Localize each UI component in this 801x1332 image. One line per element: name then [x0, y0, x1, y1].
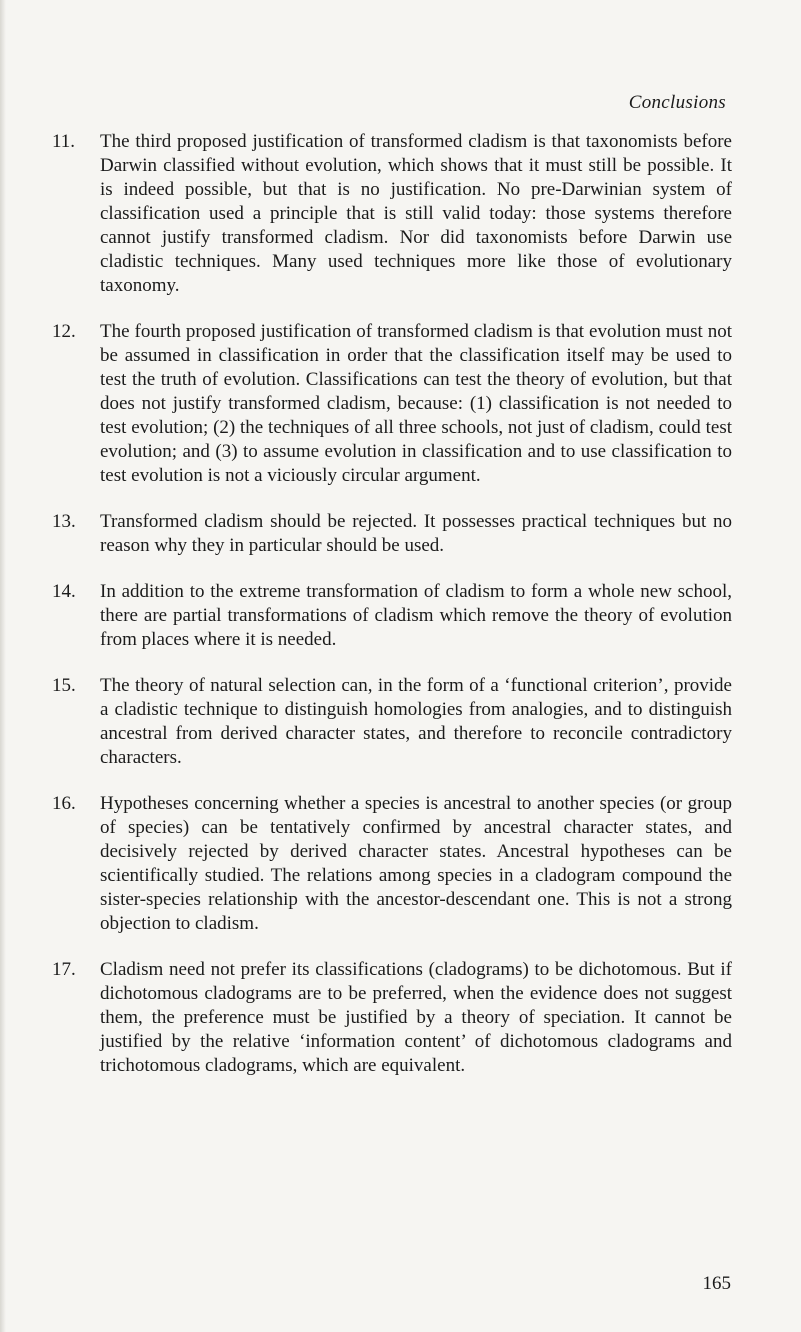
item-text: Transformed cladism should be rejected. It possesses practical techniques but no reason why they in particular should be used. — [100, 511, 732, 556]
item-number: 14. — [52, 581, 76, 602]
item-text: Cladism need not prefer its classifications (cladograms) to be dichotomous. But if dichotomous cladograms are to be preferred, when the evidence does not suggest them, the preference must be justified by a theory of speciation. It cannot be justified by the relative ‘information content’ of dichotomous cladograms and trichotomous cladograms, which are equivalent. — [100, 959, 732, 1076]
item-number: 12. — [52, 321, 76, 342]
list-item — [52, 580, 732, 652]
item-number: 17. — [52, 959, 76, 980]
item-text: The theory of natural selection can, in the form of a ‘functional criterion’, provide a cladistic technique to distinguish homologies from analogies, and to distinguish ancestral from derived character states, and therefore to reconcile contradictory characters. — [100, 675, 732, 768]
item-text: The third proposed justification of transformed cladism is that taxonomists before Darwin classified without evolution, which shows that it must still be possible. It is indeed possible, but that is no justification. No pre-Darwinian system of classification used a principle that is still valid today: those systems therefore cannot justify transformed cladism. Nor did taxonomists before Darwin use cladistic techniques. Many used techniques more like those of evolutionary taxonomy. — [100, 131, 732, 296]
item-text: In addition to the extreme transformation of cladism to form a whole new school, there are partial transformations of cladism which remove the theory of evolution from places where it is needed. — [100, 581, 732, 650]
item-number: 15. — [52, 675, 76, 696]
list-item — [52, 510, 732, 558]
item-text: Hypotheses concerning whether a species is ancestral to another species (or group of species) can be tentatively confirmed by ancestral character states, and decisively rejected by derived character states. Ancestral hypotheses can be scientifically studied. The relations among species in a cladogram compound the sister-species relationship with the ancestor-descendant one. This is not a strong objection to cladism. — [100, 793, 732, 934]
item-number: 16. — [52, 793, 76, 814]
list-item — [52, 130, 732, 298]
list-item — [52, 320, 732, 488]
list-item — [52, 792, 732, 936]
list-item — [52, 958, 732, 1078]
numbered-list — [52, 130, 732, 1100]
item-text: The fourth proposed justification of transformed cladism is that evolution must not be assumed in classification in order that the classification itself may be used to test the truth of evolution. Classifications can test the theory of evolution, but that does not justify transformed cladism, because: (1) classification is not needed to test evolution; (2) the techniques of all three schools, not just of cladism, could test evolution; and (3) to assume evolution in classification and to use classification to test evolution is not a viciously circular argument. — [100, 321, 732, 486]
running-head: Conclusions — [628, 92, 726, 113]
page-gutter-shadow — [0, 0, 6, 1332]
list-item — [52, 674, 732, 770]
item-number: 11. — [52, 131, 76, 152]
page-number: 165 — [702, 1273, 731, 1294]
item-number: 13. — [52, 511, 76, 532]
